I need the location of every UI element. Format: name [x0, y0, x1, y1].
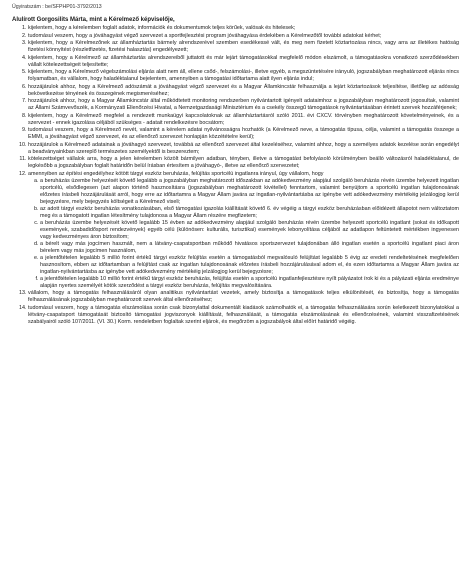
sub-item: e. a jelentőtételen legalább 5 millió forint értékű tárgyi eszköz felújítás esetén a támogatásból megvalósuló felújítást legalább 5 évig az eredeti rendeltetésének megfelelően hasznosítom, ebben az időtartamban a felújítást csak az ingatlan tulajdonosának előzetes írásbeli hozzájárulásával adom el, és ezen időtartamra a Magyar Állam javára az ingatlan-nyilvántartásba az igénybe vett adókedvezmény mértékéig jelzálogjog kerül bejegyzésre; — [40, 255, 459, 276]
declaration-item: 10. hozzájárulok a Kérelmező adatainak a jóváhagyó szervezet, továbbá az ellenőrző szervezet által kezeléséhez, valamint ahhoz, hogy a személyes adatok kezelése során engedélyt a beadványainkban szereplő természetes személyektől is beszereztem; — [28, 142, 459, 156]
declaration-item: 13. vállalom, hogy a támogatás felhasználásáról olyan analitikus nyilvántartást vezetek, amely biztosítja a támogatások teljes elkülönítését, és biztosítja, hogy a támogatás felhasználásának jogszabályban meghatározott szervek által ellenőrzéséhez; — [28, 290, 459, 304]
declaration-item: 4. kijelentem, hogy a Kérelmező az államháztartás alrendszereiből juttatott és már lejárt támogatásokkal megfelelő módon elszámolt, a támogatásokra vonatkozó szerződésekben vállalt kötelezettségeit teljesítette; — [28, 55, 459, 69]
sub-item: d. a bérelt vagy más jogcímen használt, nem a látvány-csapatsportban működő hivatásos sportszervezet tulajdonában álló ingatlan esetén a sportcélú ingatlant piaci áron bérelem vagy más jogcímen használom, — [40, 241, 459, 255]
declaration-item: 11. kötelezettséget vállalok arra, hogy a jelen kérelemben közölt bármilyen adatban, tényben, illetve a támogatást befolyásoló körülményben beálló változásról haladéktalanul, de legkésőbb a jogszabályban foglalt határidőn belül írásban értesítem a jóváhagyó-, illetve az ellenőrző szervezetet; — [28, 156, 459, 170]
declaration-item: 2. tudomásul veszem, hogy a jóváhagyást végző szervezet a sportfejlesztési program jóváhagyása érdekében a Kérelmezőtől további adatokat kérhet; — [28, 33, 459, 40]
declaration-item: 3. kijelentem, hogy a Kérelmezőnek az államháztartás bármely alrendszerével szemben esedékessé vált, és meg nem fizetett köztartozása nincs, vagy arra az illetékes hatóság fizetési könnyítést (részletfizetés, fizetési halasztás) engedélyezett; — [28, 40, 459, 54]
signatory-line: Alulírott Gorgosilits Márta, mint a Kérelmező képviselője, — [12, 17, 175, 23]
sub-item: c. a beruházás üzembe helyezését követő legalább 15 évben az adókedvezmény alapjául szolgáló beruházás révén üzembe helyezett sportcélú ingatlant (sokat és időkapott események, szabadidősport rendezvények) egyéb célú (különösen: kulturális, turisztikai) események lebonyolítása céljából az adatlapon feltüntetett mértékben ingyenesen vagy kedvezményes áron biztosítom; — [40, 220, 459, 241]
file-number: Ügyiratszám : be/SFPHP01-3792/2013 — [12, 4, 102, 10]
declaration-item: 6. hozzájárulok ahhoz, hogy a Kérelmező adószámát a jóváhagyást végző szervezet és a Magyar Államkincstár felhasználja a lejárt köztartozások teljesítése, illetőleg az adósság bekövetkezése tényének és összegének megismeréséhez; — [28, 84, 459, 98]
declaration-item: 9. tudomásul veszem, hogy a Kérelmező nevét, valamint a kérelem adatai nyilvánosságra hozhatók (a Kérelmező neve, a támogatás típusa, célja, valamint a támogatás összege a EMMI, a jóváhagyást végző szervezet, és az ellenőrző szervezet honlapján közzétételre kerül); — [28, 127, 459, 141]
sub-item: f. a jelentőtételen legalább 10 millió forint értékű tárgyi eszköz beruházás, felújítás esetén a sportcélú ingatlanfejlesztésre nyílt pályázatot írok ki és a pályázati eljárás eredménye alapján nyertes személyét kötök szerződést a tárgyi eszköz beruházás, felújítás megvalósítására. — [40, 276, 459, 290]
declaration-item-with-subitems — [28, 171, 459, 290]
declaration-item: 1. kijelentem, hogy a kérelemben foglalt adatok, információk és dokumentumok teljes körűek, valósak és hitelesek; — [28, 25, 459, 32]
sub-item: a. a beruházás üzembe helyezését követő legalább a jogszabályban meghatározott időszakban az adókedvezmény alapjául szolgáló beruházás révén üzembe helyezett ingatlan sportcélú, elsődlegesen (azt alapon történő hasznosításra (jogszabályban meghatározott kivétellel) fenntartom, valamint benyújtom a sportcélú ingatlan tulajdonosának előzetes írásbeli hozzájárulását arról, hogy erre az időtartamra a Magyar Állam javára az ingatlan-nyilvántartásba az igénybe vett adókedvezmény mértékéig jelzálogjog kerül bejegyzésre, mely bejegyzés költségeit a Kérelmező viseli; — [40, 178, 459, 206]
declaration-item: 5. kijelentem, hogy a Kérelmező végelszámolási eljárás alatt nem áll, ellene csőd-, felszámolási-, illetve egyéb, a megszüntetésére irányuló, jogszabályban meghatározott eljárás nincs folyamatban, és vállalom, hogy haladéktalanul bejelentem, amennyiben a támogatási időtartama alatt ilyen eljárás indul; — [28, 69, 459, 83]
declaration-item: 14. tudomásul veszem, hogy a támogatás elszámolása során csak bizonylattal dokumentált kiadások számolhatók el, a támogatás felhasználására sorún keletkezett bizonylatokkal a létvány-csapatsport támogatását biztosító támogatási jogviszonyok kiállítását, felhasználását, a támogatás elszámolásának és ellenőrzésének, valamint visszafizetésének szabályairól szóló 107/2011. (VI. 30.) Korm. rendeletben foglaltak szerint eljárok, és megőrzöm a jogszabályok által előírt határidő végéig. — [28, 305, 459, 326]
sub-item: b. az adott tárgyi eszköz beruházás vonatkozásában, első támogatási igazolás kiállítását követő 6. év végéig a tárgyi eszköz beruházásban előidézett állapotot nem változtatom meg és a támogatott ingatlan létesítmény tulajdonosa a Magyar Állam részére megfizetem; — [40, 206, 459, 220]
declaration-item: 8. kijelentem, hogy a Kérelmező megfelel a rendezett munkaügyi kapcsolatoknak az államháztartásról szóló 2011. évi CXCV. törvényben meghatározott követelményeinek, és a szervezet - ennek igazolása céljából szükséges - adatait rendelkezésre bocsátom; — [28, 113, 459, 127]
declaration-item: 7. hozzájárulok ahhoz, hogy a Magyar Államkincstár által működtetett monitoring rendszerben nyilvántartott igényelt adataimhoz a jogszabályban meghatározott jogosultak, valamint az Állami Számvevőszék, a Kormányzati Ellenőrzési Hivatal, a Nemzetgazdasági Minisztérium és a csekély összegű támogatások nyilvántartásában érintett szervek hozzáférjenek; — [28, 98, 459, 112]
sub-list — [28, 178, 459, 290]
declaration-item-text: amennyiben az építési engedélyhez kötött tárgyi eszköz beruházás, felújítás sportcélú ingatlanra irányul, úgy vállalom, hogy — [28, 170, 324, 177]
declaration-list — [12, 25, 459, 326]
